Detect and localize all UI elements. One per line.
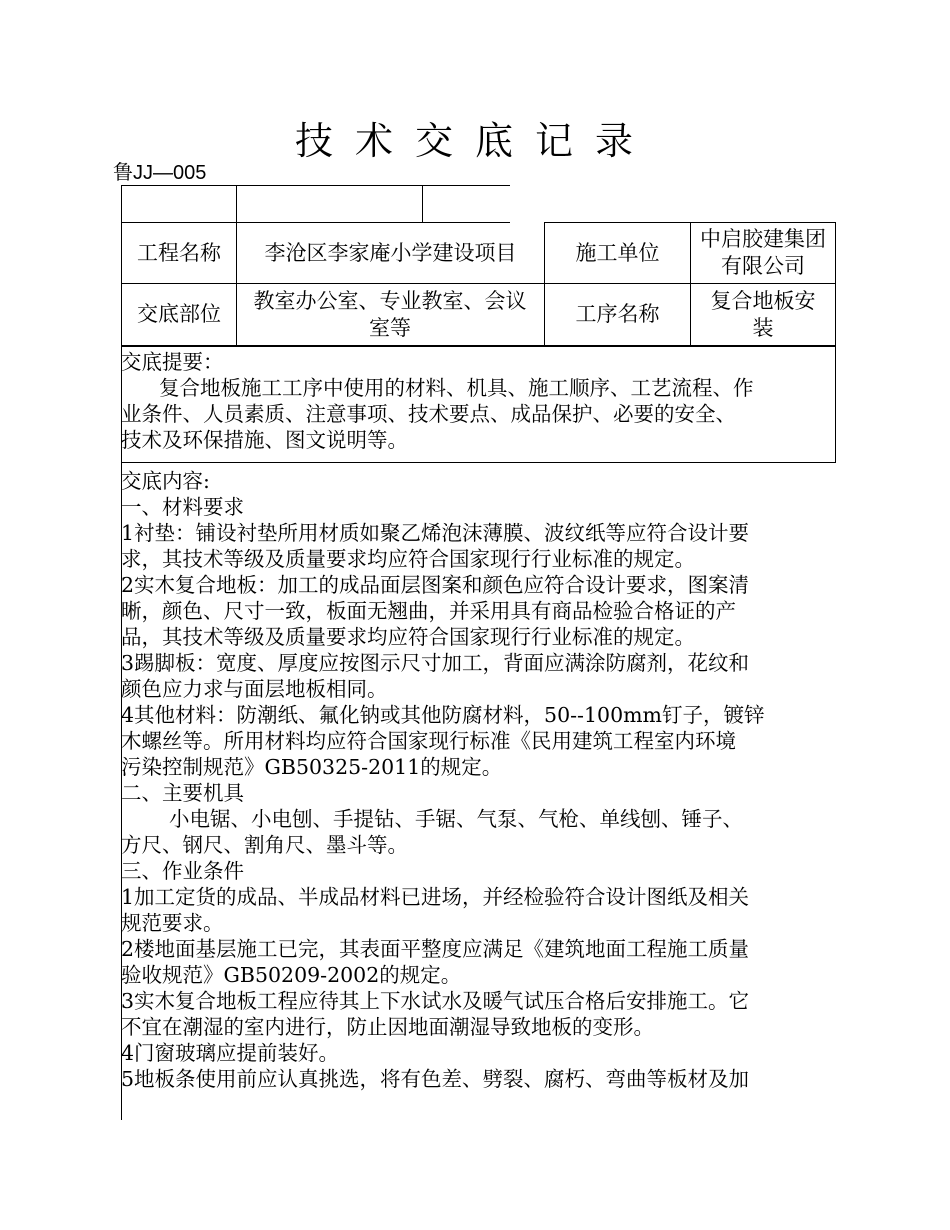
- content-line: 4其他材料：防潮纸、氟化钠或其他防腐材料，50--100mm钉子，镀锌: [121, 703, 765, 727]
- summary-section: [121, 349, 833, 453]
- form-code: 鲁JJ—005: [113, 162, 207, 184]
- table-line: [121, 185, 510, 186]
- content-line: 1加工定货的成品、半成品材料已进场，并经检验符合设计图纸及相关: [121, 885, 750, 909]
- content-line: 小电锯、小电刨、手提钻、手锯、气泵、气枪、单线刨、锤子、: [169, 807, 743, 831]
- section-heading: 三、作业条件: [121, 859, 244, 883]
- content-line: 4门窗玻璃应提前装好。: [121, 1041, 340, 1065]
- content-section: [121, 468, 833, 1092]
- table-line: [422, 185, 423, 222]
- location-value: 教室办公室、专业教室、会议室等: [253, 288, 527, 340]
- project-name-value: 李沧区李家庵小学建设项目: [264, 240, 517, 265]
- content-line: 木螺丝等。所用材料均应符合国家现行标准《民用建筑工程室内环境: [121, 729, 736, 753]
- content-heading: 交底内容:: [121, 469, 210, 493]
- content-line: 1衬垫：铺设衬垫所用材质如聚乙烯泡沫薄膜、波纹纸等应符合设计要: [121, 521, 750, 545]
- summary-line: 复合地板施工工序中使用的材料、机具、施工顺序、工艺流程、作: [159, 376, 754, 400]
- content-line: 3踢脚板：宽度、厚度应按图示尺寸加工，背面应满涂防腐剂，花纹和: [121, 651, 750, 675]
- content-line: 品，其技术等级及质量要求均应符合国家现行行业标准的规定。: [121, 625, 695, 649]
- section-heading: 一、材料要求: [121, 495, 244, 519]
- content-line: 颜色应力求与面层地板相同。: [121, 677, 388, 701]
- table-line: [835, 222, 836, 463]
- content-line: 3实木复合地板工程应待其上下水试水及暖气试压合格后安排施工。它: [121, 989, 750, 1013]
- content-line: 晰，颜色、尺寸一致，板面无翘曲，并采用具有商品检验合格证的产: [121, 599, 736, 623]
- summary-heading: 交底提要：: [121, 350, 224, 374]
- content-line: 不宜在潮湿的室内进行，防止因地面潮湿导致地板的变形。: [121, 1015, 654, 1039]
- document-title: 技术交底记录: [294, 119, 655, 163]
- content-line: 验收规范》GB50209-2002的规定。: [121, 963, 462, 987]
- location-label: 交底部位: [137, 302, 221, 326]
- content-line: 求，其技术等级及质量要求均应符合国家现行行业标准的规定。: [121, 547, 695, 571]
- content-line: 2楼地面基层施工已完，其表面平整度应满足《建筑地面工程施工质量: [121, 937, 750, 961]
- table-line: [121, 345, 836, 347]
- table-line: [690, 222, 691, 346]
- summary-line: 技术及环保措施、图文说明等。: [121, 428, 408, 452]
- process-label: 工序名称: [575, 302, 660, 326]
- content-line: 方尺、钢尺、割角尺、墨斗等。: [121, 833, 408, 857]
- contractor-value: 中启胶建集团有限公司: [700, 227, 826, 278]
- process-value: 复合地板安装: [710, 288, 816, 340]
- table-line: [121, 462, 836, 463]
- content-line: 污染控制规范》GB50325-2011的规定。: [121, 755, 503, 779]
- contractor-label: 施工单位: [575, 240, 660, 265]
- content-line: 规范要求。: [121, 911, 224, 935]
- section-heading: 二、主要机具: [121, 781, 244, 805]
- content-line: 5地板条使用前应认真挑选，将有色差、劈裂、腐朽、弯曲等板材及加: [121, 1067, 750, 1091]
- summary-line: 业条件、人员素质、注意事项、技术要点、成品保护、必要的安全、: [121, 402, 736, 426]
- project-name-label: 工程名称: [137, 240, 221, 265]
- content-line: 2实木复合地板：加工的成品面层图案和颜色应符合设计要求，图案清: [121, 573, 750, 597]
